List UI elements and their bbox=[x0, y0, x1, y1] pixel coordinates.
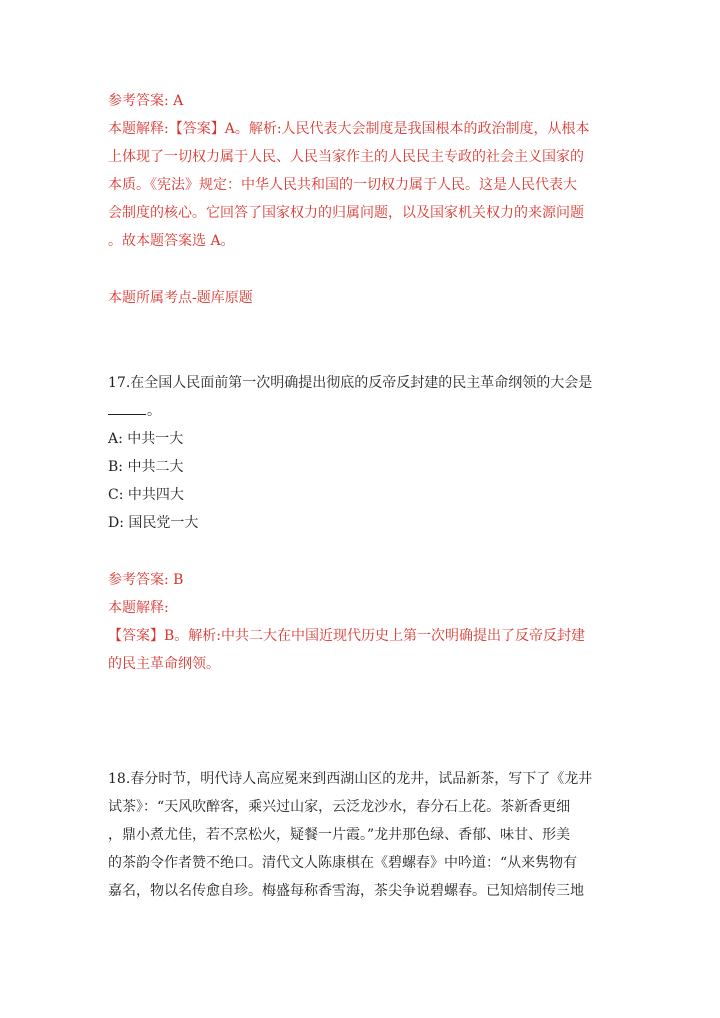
explanation-line: 。故本题答案选 A。 bbox=[108, 233, 235, 249]
option-c: C: 中共四大 bbox=[108, 487, 184, 503]
reference-answer: 参考答案: B bbox=[108, 572, 184, 588]
option-d: D: 国民党一大 bbox=[108, 515, 199, 531]
question-line: 试茶》：“天风吹醉客，乘兴过山家，云泛龙沙水，春分石上花。茶新香更细 bbox=[108, 799, 571, 815]
explanation-line: 本题解释:【答案】A。解析:人民代表大会制度是我国根本的政治制度，从根本 bbox=[108, 121, 590, 137]
explanation-line: 【答案】B。解析:中共二大在中国近现代历史上第一次明确提出了反帝反封建 bbox=[108, 628, 586, 644]
explanation-line: 上体现了一切权力属于人民、人民当家作主的人民民主专政的社会主义国家的 bbox=[108, 149, 584, 165]
question-line: 的茶韵令作者赞不绝口。清代文人陈康棋在《碧螺春》中吟道：“从来隽物有 bbox=[108, 855, 578, 871]
explanation-line: 本质。《宪法》规定：中华人民共和国的一切权力属于人民。这是人民代表大 bbox=[108, 177, 577, 193]
reference-answer: 参考答案: A bbox=[108, 93, 184, 109]
explanation-line: 会制度的核心。它回答了国家权力的归属问题，以及国家机关权力的来源问题 bbox=[108, 205, 584, 221]
answer-block-q16 bbox=[108, 87, 614, 255]
topic-label: 本题所属考点-题库原题 bbox=[108, 290, 253, 306]
question-line: 18.春分时节，明代诗人高应冕来到西湖山区的龙井，试品新茶，写下了《龙井 bbox=[108, 771, 593, 787]
option-a: A: 中共一大 bbox=[108, 431, 184, 447]
answer-block-q17 bbox=[108, 566, 614, 678]
option-b: B: 中共二大 bbox=[108, 459, 184, 475]
question-line: 嘉名，物以名传愈自珍。梅盛每称香雪海，茶尖争说碧螺春。已知焙制传三地 bbox=[108, 883, 584, 899]
question-line: ，鼎小煮尤佳，若不烹松火，疑餐一片霞。”龙井那色绿、香郁、味甘、形美 bbox=[108, 827, 571, 843]
explanation-label: 本题解释: bbox=[108, 600, 169, 616]
stem-tail: 。 bbox=[147, 403, 161, 419]
question-stem: 17.在全国人民面前第一次明确提出彻底的反帝反封建的民主革命纲领的大会是 bbox=[108, 375, 593, 391]
explanation-line: 的民主革命纲领。 bbox=[108, 656, 220, 672]
topic-note bbox=[108, 284, 614, 312]
question-18 bbox=[108, 765, 614, 905]
question-stem-cont bbox=[108, 397, 614, 425]
answer-blank bbox=[108, 400, 146, 415]
question-17 bbox=[108, 369, 614, 537]
